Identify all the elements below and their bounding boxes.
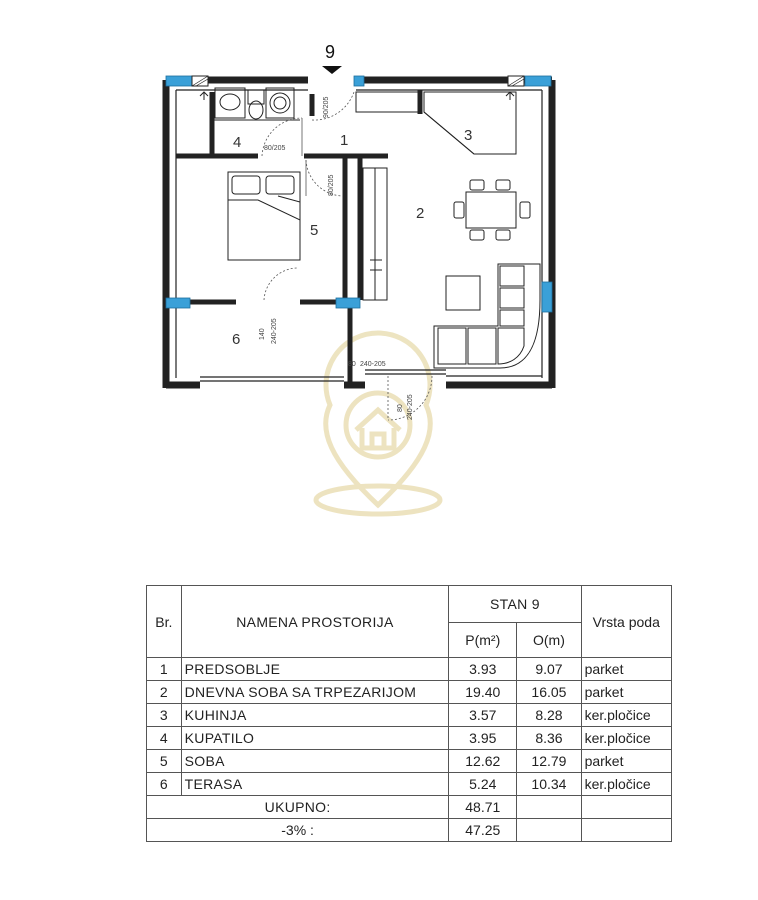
table-row: 5 SOBA 12.62 12.79 parket <box>147 750 672 773</box>
window-room-dimension-b: 240-205 <box>271 318 278 344</box>
room-label-3: 3 <box>464 127 473 144</box>
total-row <box>147 796 672 819</box>
col-header-floor: Vrsta poda <box>581 586 671 658</box>
coffee-table <box>446 276 480 310</box>
total-area: 48.71 <box>449 796 517 819</box>
col-header-area: P(m²) <box>449 623 517 658</box>
window-living-dimension-a: 80 <box>397 404 404 412</box>
window-living-dimension-b: 240-205 <box>407 394 414 420</box>
room-label-4: 4 <box>233 134 242 151</box>
door-terrace-dimension: 240-205 <box>360 361 386 368</box>
room-label-5: 5 <box>310 222 319 239</box>
table-row: 1 PREDSOBLJE 3.93 9.07 parket <box>147 658 672 681</box>
door-terrace-prefix: 80 <box>348 361 356 368</box>
door-room-dimension: 80/205 <box>328 174 335 196</box>
room-label-1: 1 <box>340 132 349 149</box>
corner-sofa <box>434 264 540 368</box>
double-bed <box>228 172 300 260</box>
col-header-perimeter: O(m) <box>517 623 581 658</box>
bathroom-fixtures <box>214 88 300 120</box>
wardrobe <box>363 168 387 300</box>
table-row: 4 KUPATILO 3.95 8.36 ker.pločice <box>147 727 672 750</box>
door-bath-dimension: 80/205 <box>264 145 286 152</box>
unit-number-marker: 9 <box>325 42 336 62</box>
kitchen-counter <box>356 92 516 154</box>
room-specification-table <box>146 585 672 842</box>
room-label-2: 2 <box>416 205 425 222</box>
entry-arrow-icon <box>322 66 342 74</box>
dining-table <box>454 180 530 240</box>
window-room-dimension-a: 140 <box>259 328 266 340</box>
interior-walls <box>176 90 420 385</box>
table-row: 3 KUHINJA 3.57 8.28 ker.pločice <box>147 704 672 727</box>
col-header-name: NAMENA PROSTORIJA <box>181 586 449 658</box>
reduction-area: 47.25 <box>449 819 517 842</box>
reduction-row <box>147 819 672 842</box>
reduction-label: -3% : <box>147 819 449 842</box>
col-header-unit: STAN 9 <box>449 586 581 623</box>
total-label: UKUPNO: <box>147 796 449 819</box>
room-label-6: 6 <box>232 331 241 348</box>
col-header-nr: Br. <box>147 586 182 658</box>
table-row: 6 TERASA 5.24 10.34 ker.pločice <box>147 773 672 796</box>
door-entry-dimension: 90/205 <box>323 96 330 118</box>
table-row: 2 DNEVNA SOBA SA TRPEZARIJOM 19.40 16.05 parket <box>147 681 672 704</box>
